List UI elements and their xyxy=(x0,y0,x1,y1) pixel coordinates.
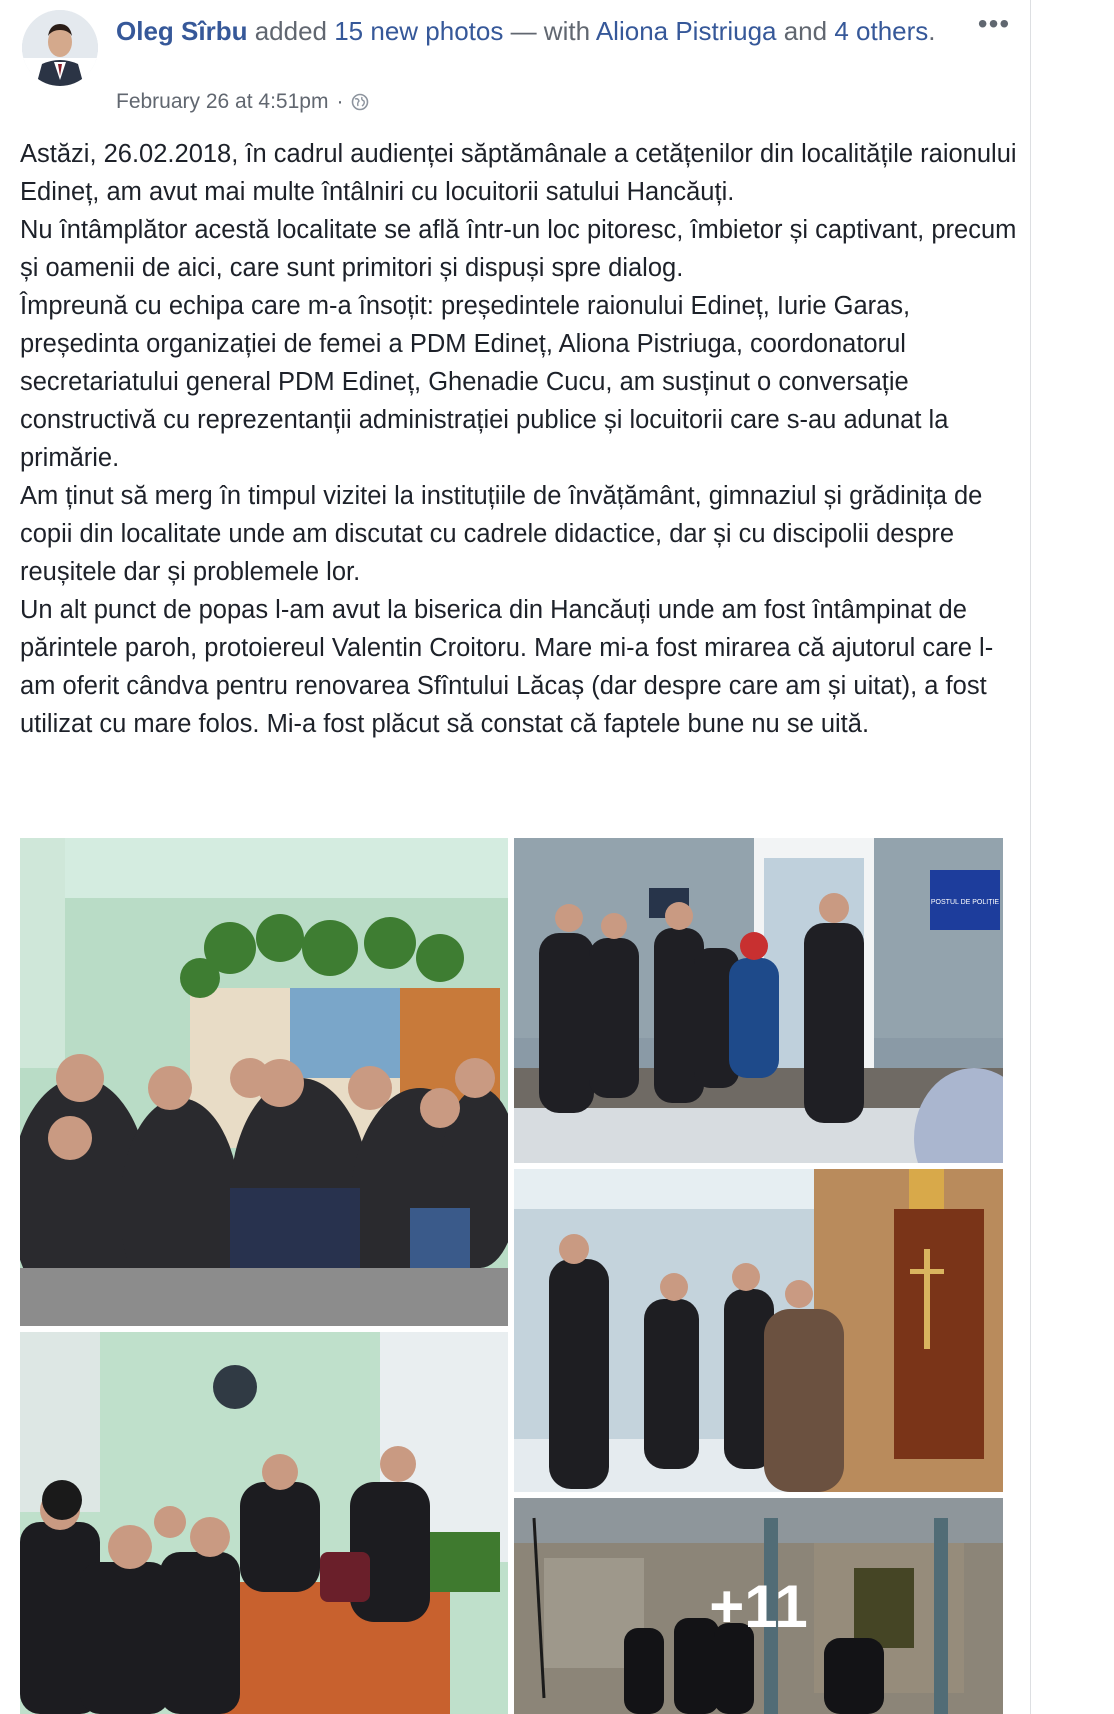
photo-meeting-room[interactable] xyxy=(20,838,508,1326)
post-header xyxy=(116,12,946,50)
photo-church-interior[interactable] xyxy=(514,1498,1003,1714)
post-paragraph: Împreună cu echipa care m-a însoțit: președintele raionului Edineț, Iurie Garas, președinta organizației de femei a PDM Edineț, Aliona Pistriuga, coordonatorul secretariatului general PDM Edineț, Ghenadie Cucu, am susținut o conversație constructivă cu reprezentanții administrației publice și locuitorii care s-au adunat la primărie. xyxy=(20,292,949,472)
photo-office-meeting[interactable] xyxy=(20,1332,508,1714)
others-link[interactable]: 4 others xyxy=(834,16,929,46)
author-name-link[interactable]: Oleg Sîrbu xyxy=(116,16,248,46)
post-timestamp[interactable]: February 26 at 4:51pm xyxy=(116,90,329,113)
ellipsis-icon[interactable]: ••• xyxy=(977,8,1011,39)
and-text: and xyxy=(776,16,835,46)
meta-separator: · xyxy=(336,90,344,113)
post-paragraph: Astăzi, 26.02.2018, în cadrul audienței săptămânale a cetățenilor din localitățile raionului Edineț, am avut mai multe întâlniri cu locuitorii satului Hancăuți. xyxy=(20,140,1017,206)
post-paragraph: Nu întâmplător acestă localitate se află într-un loc pitoresc, îmbietor și captivant, precum și oamenii de aici, care sunt primitori și dispuși spre dialog. xyxy=(20,216,1017,282)
header-period: . xyxy=(928,16,936,46)
photo-church-entrance[interactable] xyxy=(514,1169,1003,1492)
post-paragraph: Un alt punct de popas l-am avut la biserica din Hancăuți unde am fost întâmpinat de părintele paroh, protoiereul Valentin Croitoru. Mare mi-a fost mirarea că ajutorul care l-am oferit cândva pentru renovarea Sfîntului Lăcaș (dar despre care am și uitat), a fost utilizat cu mare folos. Mi-a fost plăcut să constat că faptele bune nu se uită. xyxy=(20,596,994,738)
globe-icon[interactable] xyxy=(351,93,369,111)
post-paragraph: Am ținut să merg în timpul vizitei la instituțiile de învățământ, gimnaziul și grădinița de copii din localitate unde am discutat cu cadrele didactice, dar și cu discipolii despre reușitele dar și problemele lor. xyxy=(20,482,983,586)
photos-link[interactable]: 15 new photos xyxy=(334,16,504,46)
header-action-text: added xyxy=(247,16,335,46)
photo-police-post[interactable] xyxy=(514,838,1003,1163)
with-text: — with xyxy=(503,16,596,46)
police-sign-text: POSTUL DE POLIȚIE xyxy=(930,899,1000,906)
author-avatar[interactable] xyxy=(22,10,98,86)
post-meta xyxy=(116,90,369,114)
more-photos-overlay[interactable]: +11 xyxy=(514,1498,1003,1714)
tagged-person-link[interactable]: Aliona Pistriuga xyxy=(595,16,777,46)
post-text xyxy=(20,135,1020,743)
